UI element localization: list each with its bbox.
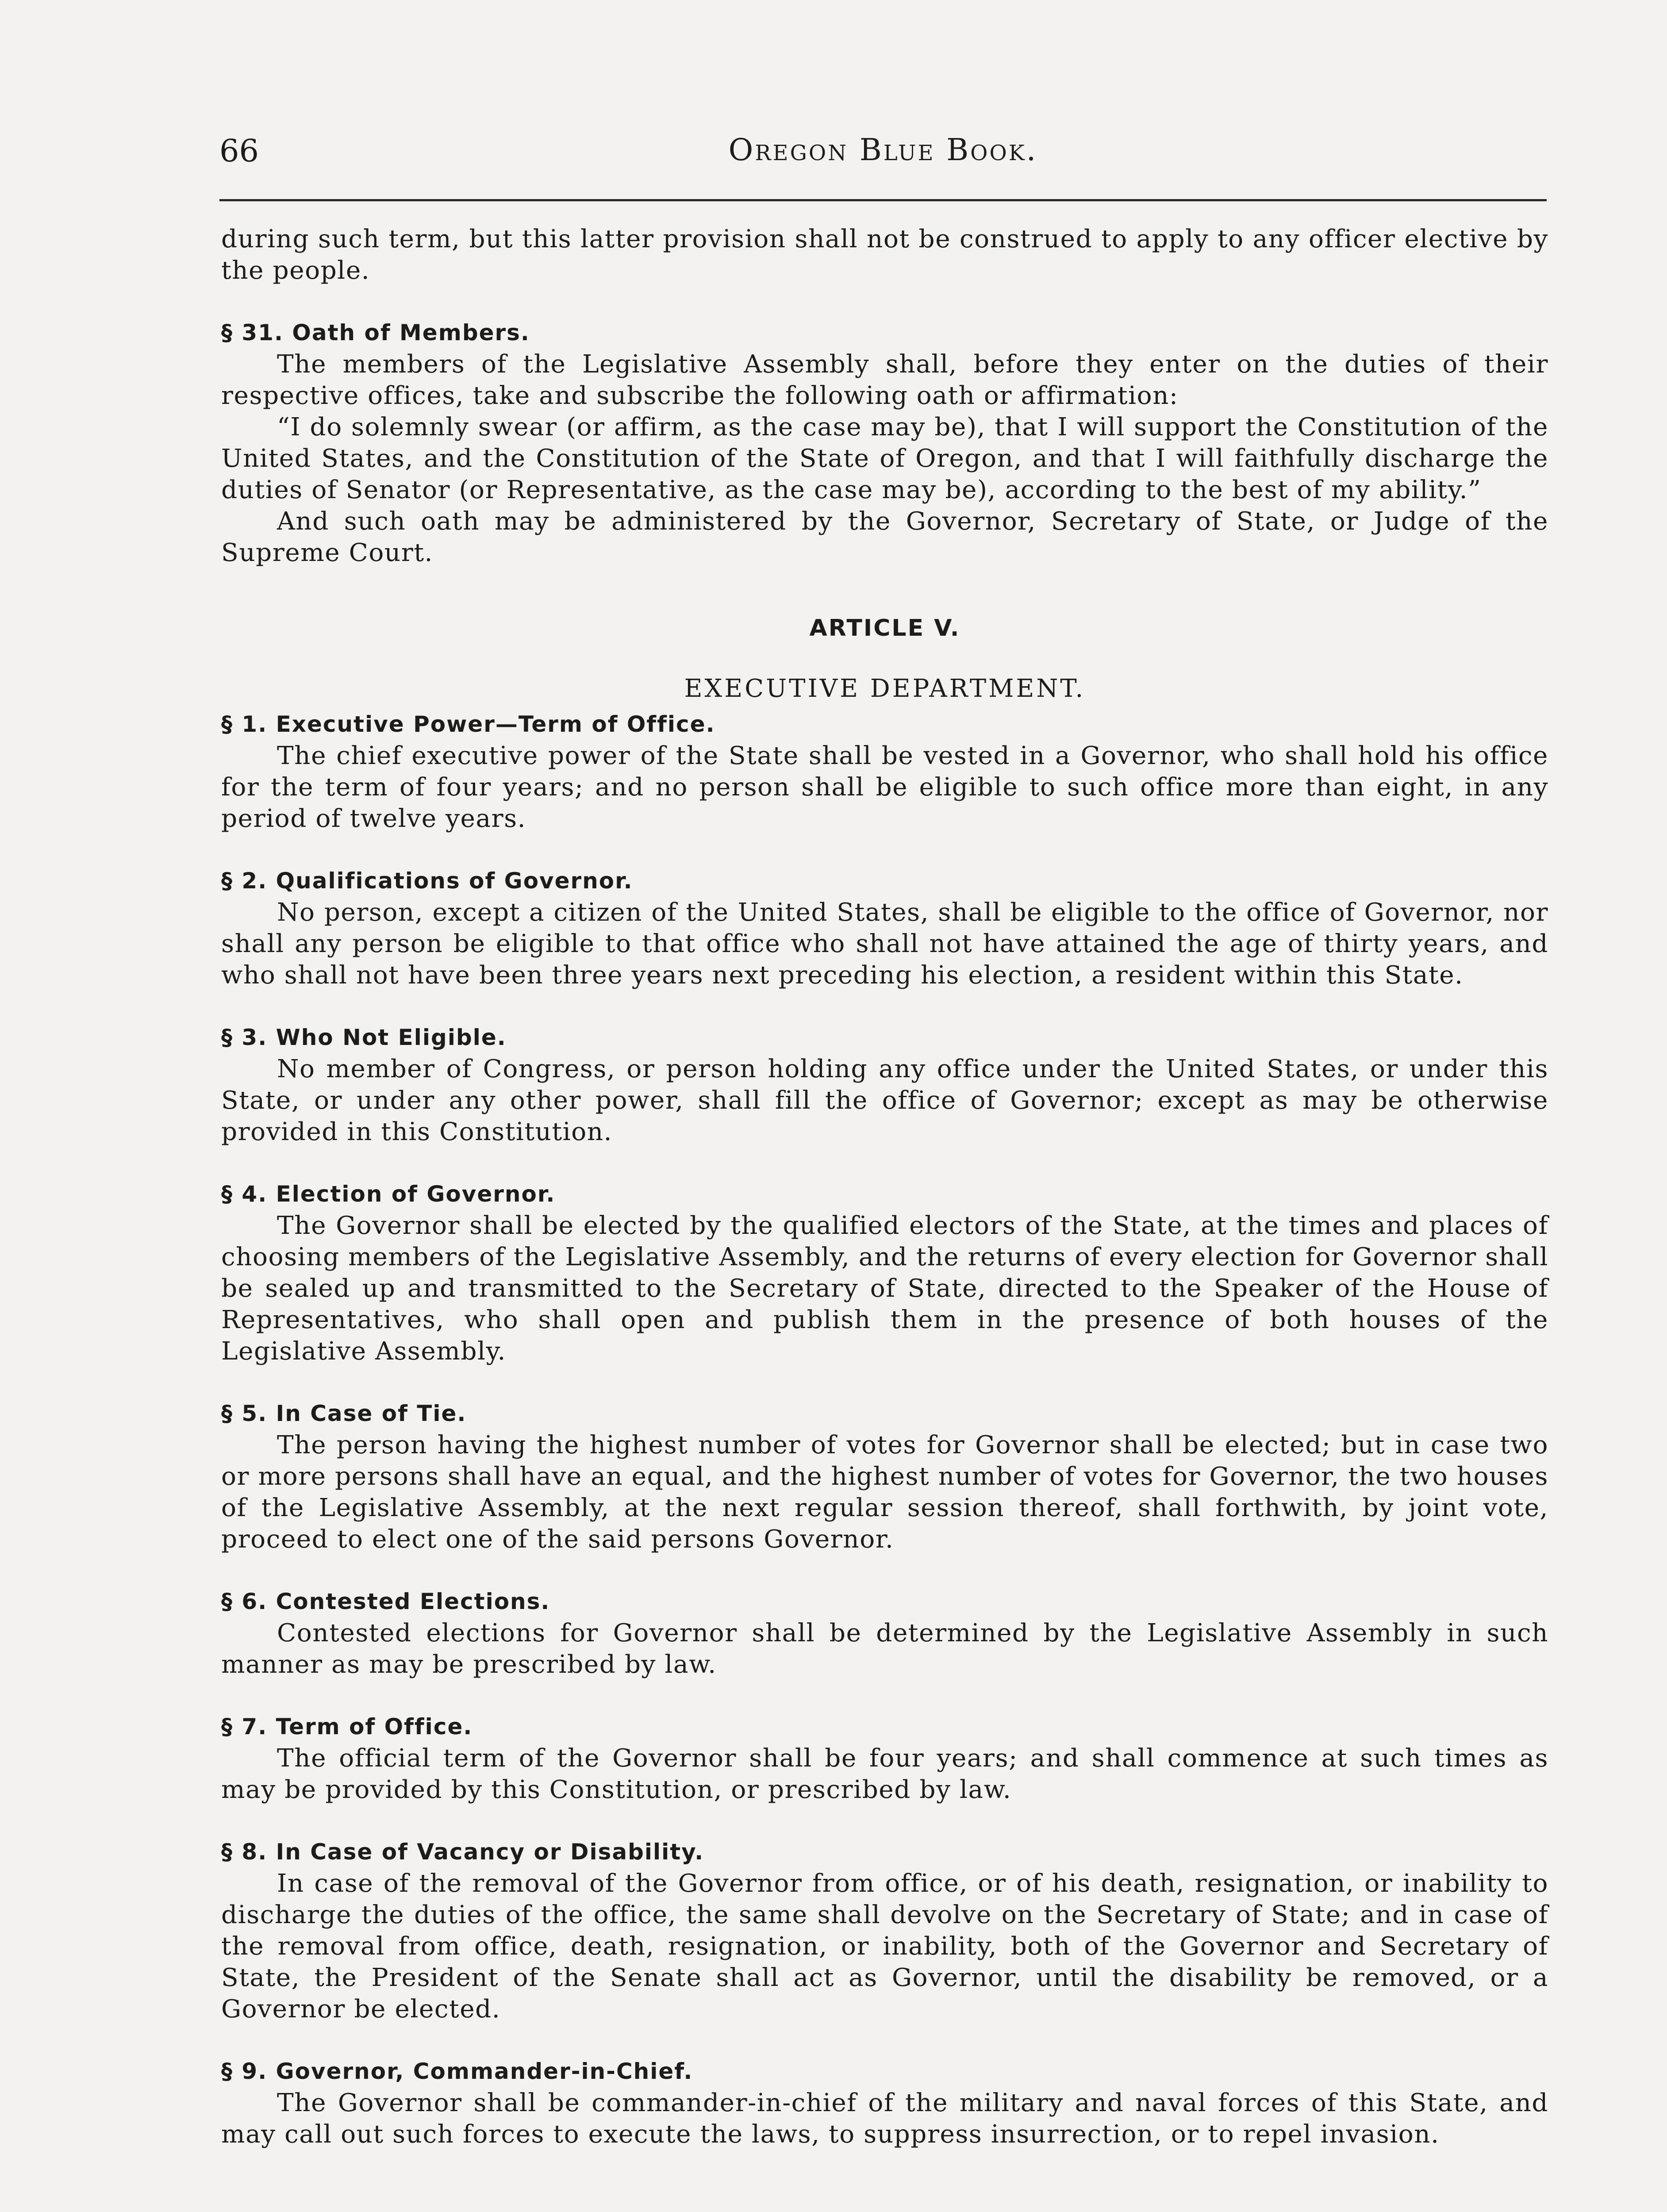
section-heading: § 8. In Case of Vacancy or Disability. — [221, 1839, 704, 1865]
section-heading: § 1. Executive Power—Term of Office. — [221, 711, 715, 737]
book-title: Oregon Blue Book. — [728, 133, 1038, 168]
article-section-4 — [221, 1179, 1548, 1367]
article-section-1 — [221, 709, 1548, 834]
section-paragraph: And such oath may be administered by the Governor, Secretary of State, or Judge of the Supreme Court. — [221, 507, 1548, 567]
article-section-5 — [221, 1398, 1548, 1555]
section-31 — [221, 317, 1548, 568]
section-heading: § 2. Qualifications of Governor. — [221, 868, 633, 894]
article-section-3 — [221, 1022, 1548, 1148]
intro-paragraph: during such term, but this latter provision shall not be construed to apply to any officer elective by the people. — [221, 225, 1548, 285]
section-text: No person, except a citizen of the United States, shall be eligible to the office of Governor, nor shall any person be eligible to that office who shall not have attained the age of thirty years, and who shall not have been three years next preceding his election, a resident within this State. — [221, 898, 1548, 990]
section-heading: § 6. Contested Elections. — [221, 1589, 550, 1614]
section-text: The person having the highest number of votes for Governor shall be elected; but in case two or more persons shall have an equal, and the highest number of votes for Governor, the two houses of the Legislative Assembly, at the next regular session thereof, shall forthwith, by joint vote, proceed to elect one of the said persons Governor. — [221, 1431, 1548, 1554]
article-section-7 — [221, 1711, 1548, 1805]
section-text: The Governor shall be elected by the qualified electors of the State, at the times and places of choosing members of the Legislative Assembly, and the returns of every election for Governor shall be sealed up and transmitted to the Secretary of State, directed to the Speaker of the House of Representatives, who shall open and publish them in the presence of both houses of the Legislative Assembly. — [221, 1211, 1548, 1366]
article-section-9 — [221, 2056, 1548, 2150]
section-text: No member of Congress, or person holding any office under the United States, or under this State, or under any other power, shall fill the office of Governor; except as may be otherwise provided in this Constitution. — [221, 1055, 1548, 1146]
oath-text: “I do solemnly swear (or affirm, as the case may be), that I will support the Constitution of the United States, and the Constitution of the State of Oregon, and that I will faithfully discharge the duties of Senator (or Representative, as the case may be), according to the best of my ability.” — [221, 413, 1548, 504]
page-number: 66 — [219, 133, 259, 169]
running-head — [219, 128, 1547, 177]
section-heading: § 5. In Case of Tie. — [221, 1401, 467, 1426]
section-text: Contested elections for Governor shall be determined by the Legislative Assembly in such manner as may be prescribed by law. — [221, 1619, 1548, 1679]
section-heading: § 7. Term of Office. — [221, 1714, 473, 1740]
section-paragraph: The members of the Legislative Assembly shall, before they enter on the duties of their respective offices, take and subscribe the following oath or affirmation: — [221, 350, 1548, 410]
article-title: ARTICLE V. — [809, 615, 960, 641]
department-title: EXECUTIVE DEPARTMENT. — [684, 674, 1086, 703]
section-heading: § 3. Who Not Eligible. — [221, 1025, 507, 1050]
header-rule — [219, 199, 1547, 201]
section-heading: § 9. Governor, Commander-in-Chief. — [221, 2058, 693, 2084]
section-text: In case of the removal of the Governor from office, or of his death, resignation, or inability to discharge the duties of the office, the same shall devolve on the Secretary of State; and in case of the removal from office, death, resignation, or inability, both of the Governor and Secretary of State, the President of the Senate shall act as Governor, until the disability be removed, or a Governor be elected. — [221, 1869, 1548, 2024]
article-section-2 — [221, 865, 1548, 991]
section-heading: § 31. Oath of Members. — [221, 320, 530, 346]
section-heading: § 4. Election of Governor. — [221, 1181, 556, 1207]
article-section-6 — [221, 1586, 1548, 1680]
section-text: The chief executive power of the State shall be vested in a Governor, who shall hold his office for the term of four years; and no person shall be eligible to such office more than eight, in any period of twelve years. — [221, 741, 1548, 833]
section-text: The official term of the Governor shall be four years; and shall commence at such times as may be provided by this Constitution, or prescribed by law. — [221, 1744, 1548, 1804]
section-text: The Governor shall be commander-in-chief of the military and naval forces of this State, and may call out such forces to execute the laws, to suppress insurrection, or to repel invasion. — [221, 2089, 1548, 2149]
article-section-8 — [221, 1836, 1548, 2025]
page-body — [221, 223, 1548, 2150]
